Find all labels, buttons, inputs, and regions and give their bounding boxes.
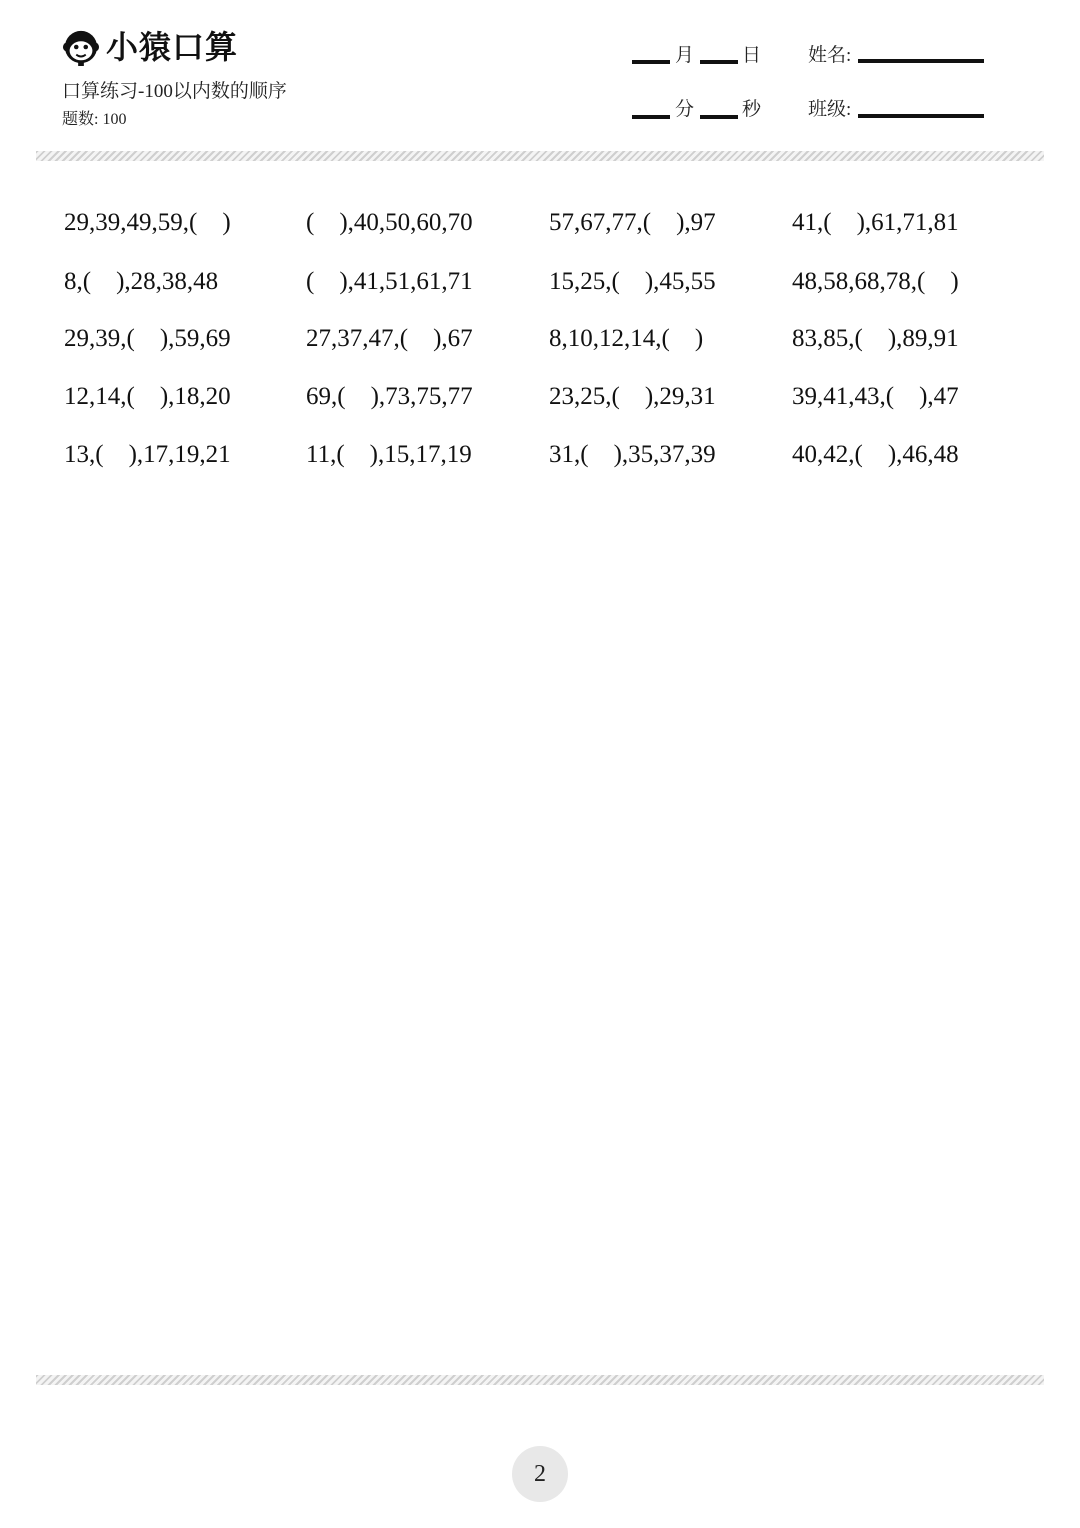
problem-r2-c4: 48,58,68,78,( ) [792, 268, 959, 295]
problem-r5-c1: 13,( ),17,19,21 [64, 441, 231, 468]
page-number: 2 [512, 1446, 568, 1502]
problem-r3-c4: 83,85,( ),89,91 [792, 325, 959, 352]
problem-r4-c2: 69,( ),73,75,77 [306, 383, 473, 410]
day-label: 日 [742, 45, 762, 66]
problem-r1-c4: 41,( ),61,71,81 [792, 209, 959, 236]
problem-r3-c3: 8,10,12,14,( ) [549, 325, 704, 352]
month-blank[interactable] [632, 60, 670, 64]
name-blank[interactable] [858, 59, 984, 63]
problem-r2-c3: 15,25,( ),45,55 [549, 268, 716, 295]
class-label: 班级: [808, 99, 852, 120]
problem-r1-c2: ( ),40,50,60,70 [306, 209, 473, 236]
problem-r3-c1: 29,39,( ),59,69 [64, 325, 231, 352]
problem-r4-c1: 12,14,( ),18,20 [64, 383, 231, 410]
month-label: 月 [675, 45, 695, 66]
second-label: 秒 [742, 99, 762, 120]
problem-r2-c2: ( ),41,51,61,71 [306, 268, 473, 295]
problem-r4-c3: 23,25,( ),29,31 [549, 383, 716, 410]
question-count: 题数: 100 [62, 111, 127, 128]
problem-r5-c2: 11,( ),15,17,19 [306, 441, 472, 468]
second-blank[interactable] [700, 115, 738, 119]
minute-blank[interactable] [632, 115, 670, 119]
class-blank[interactable] [858, 114, 984, 118]
problem-r1-c1: 29,39,49,59,( ) [64, 209, 231, 236]
name-label: 姓名: [808, 45, 852, 66]
day-blank[interactable] [700, 60, 738, 64]
brand-logo [62, 28, 238, 66]
brand-name: 小猿口算 [106, 28, 239, 66]
problem-r1-c3: 57,67,77,( ),97 [549, 209, 716, 236]
problem-r5-c3: 31,( ),35,37,39 [549, 441, 716, 468]
worksheet-title: 口算练习-100以内数的顺序 [62, 81, 287, 102]
minute-label: 分 [675, 99, 695, 120]
top-divider [36, 151, 1044, 161]
problem-r4-c4: 39,41,43,( ),47 [792, 383, 959, 410]
bottom-divider [36, 1375, 1044, 1385]
monkey-icon [62, 28, 100, 66]
problem-r5-c4: 40,42,( ),46,48 [792, 441, 959, 468]
problem-r3-c2: 27,37,47,( ),67 [306, 325, 473, 352]
problem-r2-c1: 8,( ),28,38,48 [64, 268, 219, 295]
